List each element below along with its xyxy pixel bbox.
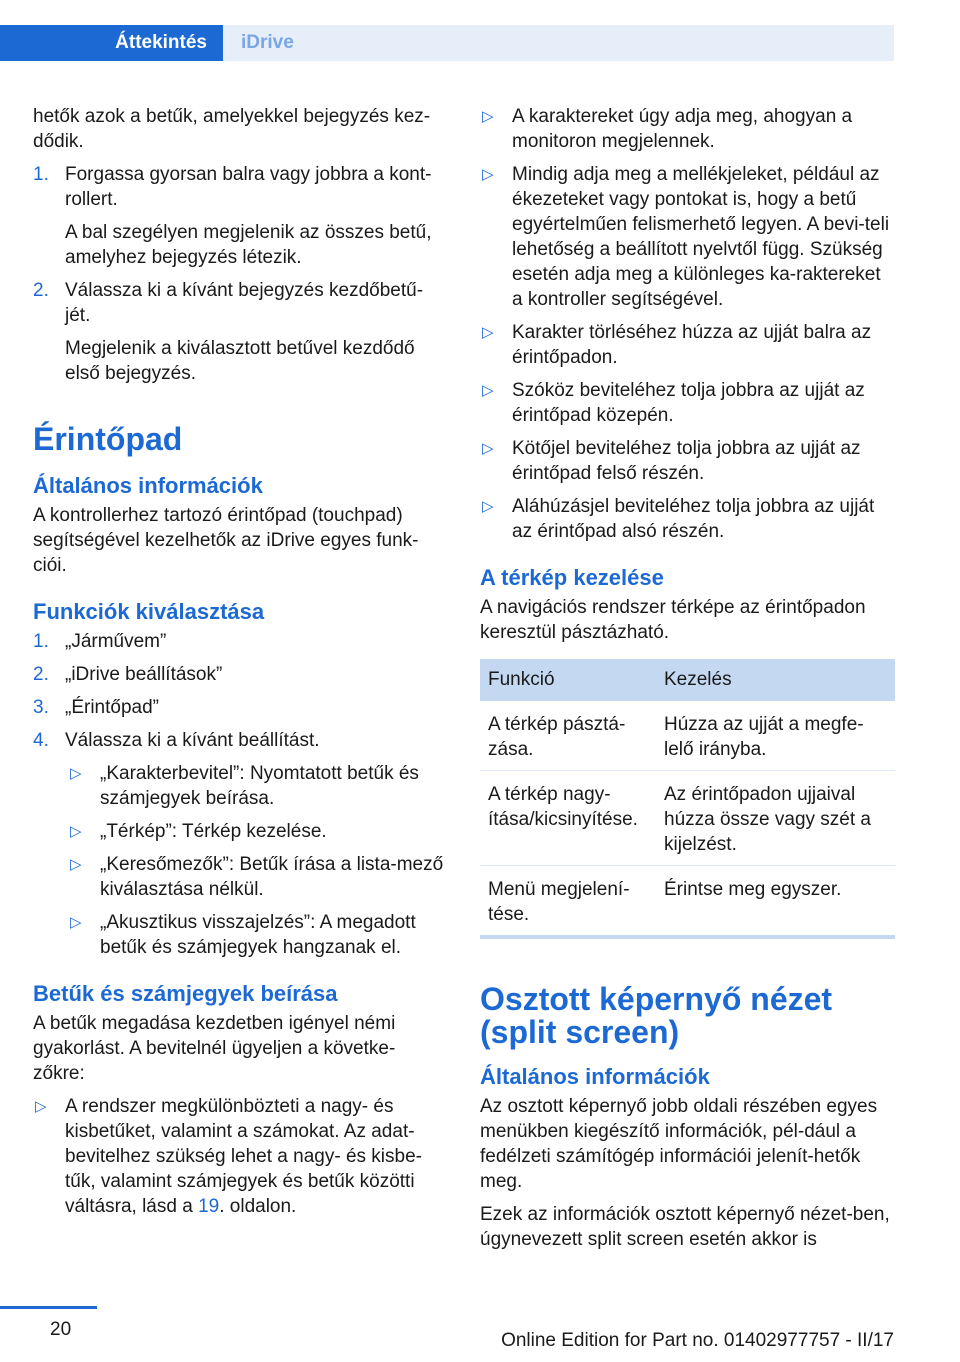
step-number: 2. [33, 280, 49, 301]
bullet-text: „Keresőmezők”: Betűk írása a lista-mező kiválasztása nélkül. [100, 854, 444, 900]
triangle-bullet-icon: ▷ [482, 498, 494, 515]
select-step [33, 662, 445, 687]
step-number: 4. [33, 730, 49, 751]
input-bullet [480, 494, 895, 544]
table-row [480, 771, 895, 866]
input-bullet [33, 1094, 445, 1219]
input-bullet [480, 378, 895, 428]
table-cell: A térkép pásztá-zása. [480, 701, 656, 771]
triangle-bullet-icon: ▷ [70, 823, 82, 840]
subsection-title-map: A térkép kezelése [480, 565, 664, 590]
map-control-table [480, 659, 895, 939]
triangle-bullet-icon: ▷ [70, 765, 82, 782]
subsection-title-input: Betűk és számjegyek beírása [33, 981, 338, 1006]
right-column [480, 104, 895, 1260]
page-number: 20 [50, 1319, 72, 1340]
step-item [33, 162, 445, 212]
intro-text: hetők azok a betűk, amelyekkel bejegyzés kez-dődik. [33, 106, 431, 152]
input-bullet [480, 320, 895, 370]
subsection-title-general: Általános információk [33, 473, 263, 498]
table-cell: Az érintőpadon ujjaival húzza össze vagy szét a kijelzést. [656, 771, 895, 866]
table-cell: Érintse meg egyszer. [656, 866, 895, 938]
bullet-text: Mindig adja meg a mellékjeleket, például az ékezeteket vagy pontokat is, hogy a betű egyértelműen felismerhető legyen. A bevi-teli lehetőség a beállított nyelvtől függ. Szükség esetén adja meg a különleges ka-raktereket a kontroller segítségével. [512, 164, 890, 310]
triangle-bullet-icon: ▷ [482, 108, 494, 125]
table-cell: Húzza az ujját a megfe-lelő irányba. [656, 701, 895, 771]
map-text: A navigációs rendszer térképe az érintőpadon keresztül pásztázható. [480, 597, 866, 643]
page-link[interactable]: 19 [198, 1196, 220, 1217]
setting-bullet [68, 761, 445, 811]
bullet-text: Aláhúzásjel beviteléhez tolja jobbra az ujját az érintőpad alsó részén. [512, 496, 875, 542]
bullet-text: Karakter törléséhez húzza az ujját balra az érintőpadon. [512, 322, 872, 368]
bullet-text: „Térkép”: Térkép kezelése. [100, 821, 327, 842]
setting-bullet [68, 852, 445, 902]
triangle-bullet-icon: ▷ [35, 1098, 47, 1115]
table-header-operation: Kezelés [656, 659, 895, 701]
triangle-bullet-icon: ▷ [70, 856, 82, 873]
step-subtext: Megjelenik a kiválasztott betűvel kezdődő első bejegyzés. [65, 338, 415, 384]
step-text: „iDrive beállítások” [65, 664, 223, 685]
step-number: 3. [33, 697, 49, 718]
select-step [33, 728, 445, 753]
bullet-text: Kötőjel beviteléhez tolja jobbra az ujját az érintőpad felső részén. [512, 438, 861, 484]
bullet-text: Szóköz beviteléhez tolja jobbra az ujját az érintőpad közepén. [512, 380, 865, 426]
setting-bullet [68, 910, 445, 960]
edition-note: Online Edition for Part no. 01402977757 - II/17 [501, 1330, 894, 1351]
step-number: 1. [33, 164, 49, 185]
triangle-bullet-icon: ▷ [482, 166, 494, 183]
step-text: Válassza ki a kívánt bejegyzés kezdőbetű-jét. [65, 280, 424, 326]
step-text: Válassza ki a kívánt beállítást. [65, 730, 320, 751]
triangle-bullet-icon: ▷ [482, 440, 494, 457]
step-subtext: A bal szegélyen megjelenik az összes betű, amelyhez bejegyzés létezik. [65, 222, 432, 268]
step-text: „Járművem” [65, 631, 167, 652]
bullet-text-before: A rendszer megkülönbözteti a nagy- és kisbetűket, valamint a számokat. Az adat-bevitelhez szükség lehet a nagy- és kisbe-tűk, valamint számjegyek és betűk közötti váltásra, lásd a [65, 1096, 422, 1217]
bullet-text: „Akusztikus visszajelzés”: A megadott betűk és számjegyek hangzanak el. [100, 912, 416, 958]
step-text: Forgassa gyorsan balra vagy jobbra a kont-rollert. [65, 164, 432, 210]
select-step [33, 629, 445, 654]
table-row [480, 866, 895, 938]
step-number: 2. [33, 664, 49, 685]
bullet-text: „Karakterbevitel”: Nyomtatott betűk és számjegyek beírása. [100, 763, 419, 809]
table-row [480, 701, 895, 771]
table-header-function: Funkció [480, 659, 656, 701]
table-header-row [480, 659, 895, 701]
split-text-2: Ezek az információk osztott képernyő nézet-ben, úgynevezett split screen esetén akkor is [480, 1204, 890, 1250]
input-text: A betűk megadása kezdetben igényel némi gyakorlást. A bevitelnél ügyeljen a követke-zőkre: [33, 1013, 396, 1084]
section-title-touchpad: Érintőpad [33, 421, 183, 457]
setting-bullet [68, 819, 445, 844]
subsection-title-select: Funkciók kiválasztása [33, 599, 265, 624]
footer-rule [0, 1306, 97, 1309]
step-item [33, 278, 445, 328]
subsection-title-general: Általános információk [480, 1064, 710, 1089]
step-number: 1. [33, 631, 49, 652]
bullet-text-after: . oldalon. [219, 1196, 297, 1217]
bullet-text: A karaktereket úgy adja meg, ahogyan a monitoron megjelennek. [512, 106, 853, 152]
tab-attekintes[interactable]: Áttekintés [0, 25, 223, 61]
left-column [33, 104, 445, 1227]
select-step [33, 695, 445, 720]
table-cell: A térkép nagy-ítása/kicsinyítése. [480, 771, 656, 866]
section-title-split-screen: Osztott képernyő nézet (split screen) [480, 981, 833, 1050]
input-bullet [480, 162, 895, 312]
step-text: „Érintőpad” [65, 697, 159, 718]
triangle-bullet-icon: ▷ [70, 914, 82, 931]
page-header [0, 0, 960, 62]
split-text-1: Az osztott képernyő jobb oldali részében egyes menükben kiegészítő információk, pél-dául a fedélzeti számítógép információi jelenít-hetők meg. [480, 1096, 878, 1192]
input-bullet [480, 104, 895, 154]
triangle-bullet-icon: ▷ [482, 382, 494, 399]
input-bullet [480, 436, 895, 486]
table-cell: Menü megjelení-tése. [480, 866, 656, 938]
general-text: A kontrollerhez tartozó érintőpad (touchpad) segítségével kezelhetők az iDrive egyes funk-ciói. [33, 505, 419, 576]
triangle-bullet-icon: ▷ [482, 324, 494, 341]
tab-idrive[interactable]: iDrive [223, 25, 894, 61]
